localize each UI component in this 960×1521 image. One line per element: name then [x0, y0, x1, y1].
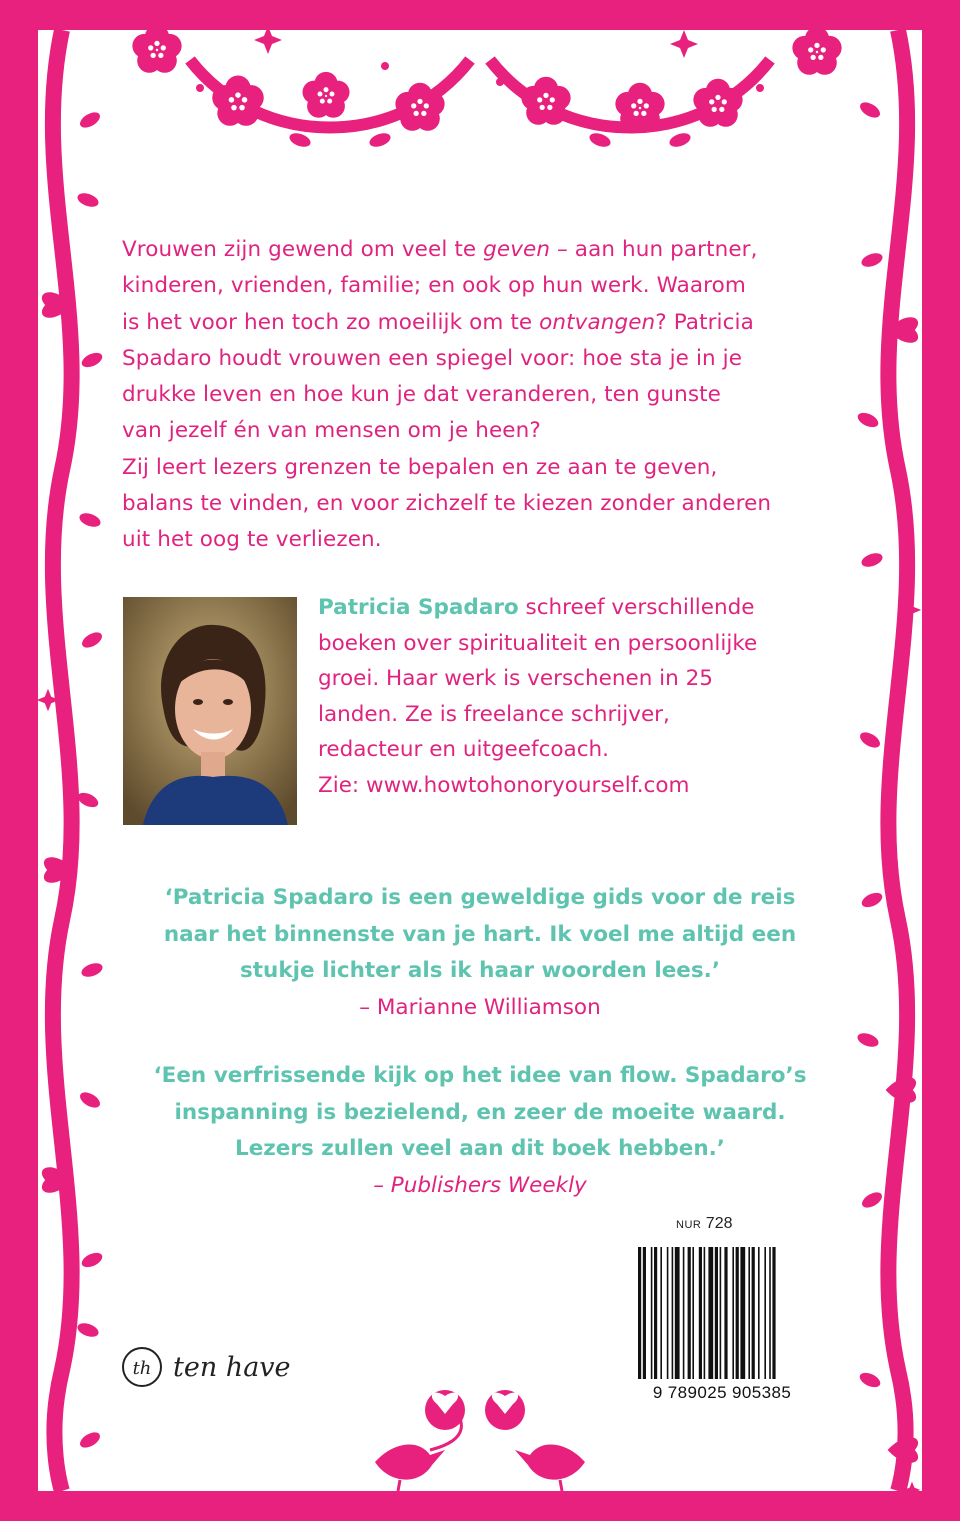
author-name: Patricia Spadaro — [318, 595, 519, 620]
back-cover-blurb — [122, 232, 842, 559]
blurb-line: uit het oog te verliezen. — [122, 527, 382, 553]
svg-text:th: th — [132, 1358, 152, 1379]
quote-author: – Marianne Williamson — [359, 994, 601, 1020]
publisher-name: ten have — [173, 1351, 291, 1383]
quote-line: Lezers zullen veel aan dit boek hebben.’ — [235, 1136, 725, 1161]
isbn-number: 9 789025 905385 — [652, 1383, 792, 1402]
quote-line: inspanning is bezielend, en zeer de moeite waard. — [174, 1099, 786, 1125]
author-website: Zie: www.howtohonoryourself.com — [318, 772, 690, 798]
blurb-line: Zij leert lezers grenzen te bepalen en ze aan te geven, — [122, 454, 718, 480]
barcode-bars — [628, 1243, 816, 1383]
blurb-text: is het voor hen toch zo moeilijk om te — [122, 309, 540, 335]
bio-text: schreef verschillende — [518, 595, 755, 620]
blurb-emphasis: ontvangen — [539, 309, 656, 335]
nur-label: NUR — [676, 1219, 702, 1231]
review-quote — [120, 880, 840, 1026]
author-photo — [123, 597, 297, 825]
blurb-text: – aan hun partner, — [550, 237, 758, 262]
review-quote — [120, 1058, 840, 1204]
blurb-line: drukke leven en hoe kun je dat veranderen, ten gunste — [122, 382, 721, 408]
quote-line: stukje lichter als ik haar woorden lees.’ — [239, 958, 720, 983]
blurb-line: van jezelf én van mensen om je heen? — [122, 418, 541, 444]
blurb-line: balans te vinden, en voor zichzelf te kiezen zonder anderen — [122, 491, 772, 517]
blurb-text: ? Patricia — [655, 309, 754, 335]
author-bio — [318, 590, 858, 803]
blurb-emphasis: geven — [483, 237, 551, 262]
quote-line: ‘Patricia Spadaro is een geweldige gids voor de reis — [164, 885, 796, 910]
blurb-line: kinderen, vrienden, familie; en ook op hun werk. Waarom — [122, 273, 746, 299]
nur-code — [676, 1215, 733, 1233]
blurb-text: Vrouwen zijn gewend om veel te — [122, 237, 484, 262]
bio-line: landen. Ze is freelance schrijver, — [318, 701, 670, 727]
quote-author: – Publishers Weekly — [373, 1172, 587, 1198]
publisher-logo — [121, 1346, 291, 1388]
nur-value: 728 — [705, 1215, 733, 1232]
bio-line: groei. Haar werk is verschenen in 25 — [318, 666, 713, 691]
quote-line: naar het binnenste van je hart. Ik voel me altijd een — [163, 921, 797, 947]
quote-line: ‘Een verfrissende kijk op het idee van flow. Spadaro’s — [153, 1063, 807, 1088]
bio-line: redacteur en uitgeefcoach. — [318, 737, 610, 762]
publisher-mark-icon — [121, 1346, 163, 1388]
blurb-line: Spadaro houdt vrouwen een spiegel voor: hoe sta je in je — [122, 345, 743, 371]
bio-line: boeken over spiritualiteit en persoonlijke — [318, 630, 758, 656]
